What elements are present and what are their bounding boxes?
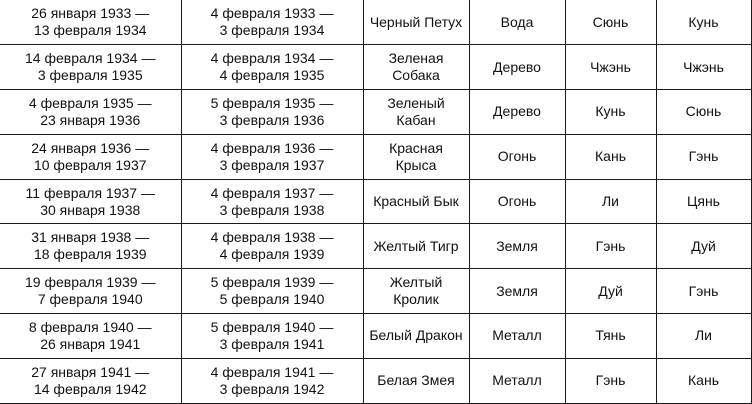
range-start: 4 февраля 1936 — xyxy=(210,139,334,156)
trigram-stem-cell: Гэнь xyxy=(565,224,656,269)
trigram-branch-cell: Кунь xyxy=(656,0,751,45)
element-cell: Дерево xyxy=(469,90,565,135)
range-end: 3 февраля 1942 xyxy=(219,380,325,397)
animal-sign-cell: Красный Бык xyxy=(363,179,469,224)
lunar-year-range-cell xyxy=(0,269,181,314)
table-row xyxy=(0,314,751,359)
range-start: 24 января 1936 — xyxy=(31,139,150,156)
table-row xyxy=(0,269,751,314)
range-end: 10 февраля 1937 xyxy=(33,156,147,173)
animal-sign-cell: Белая Змея xyxy=(363,358,469,403)
trigram-stem-cell: Ли xyxy=(565,179,656,224)
range-end: 4 февраля 1935 xyxy=(219,67,325,84)
range-end: 4 февраля 1939 xyxy=(219,246,325,263)
element-cell: Земля xyxy=(469,269,565,314)
trigram-stem-cell: Тянь xyxy=(565,314,656,359)
element-cell: Дерево xyxy=(469,45,565,90)
range-end: 23 января 1936 xyxy=(40,111,141,128)
range-start: 14 февраля 1934 — xyxy=(25,50,156,67)
range-end: 3 февраля 1938 xyxy=(219,201,325,218)
trigram-branch-cell: Гэнь xyxy=(656,134,751,179)
animal-sign-cell: Желтый Тигр xyxy=(363,224,469,269)
element-cell: Металл xyxy=(469,358,565,403)
range-start: 4 февраля 1935 — xyxy=(28,94,152,111)
range-start: 5 февраля 1939 — xyxy=(210,274,334,291)
solar-year-range-cell xyxy=(181,0,363,45)
range-end: 3 февраля 1941 xyxy=(219,335,325,352)
table-row xyxy=(0,90,751,135)
range-end: 18 февраля 1939 xyxy=(33,246,147,263)
lunar-year-range-cell xyxy=(0,224,181,269)
animal-sign-cell: Черный Петух xyxy=(363,0,469,45)
table-row xyxy=(0,358,751,403)
solar-year-range-cell xyxy=(181,358,363,403)
range-start: 5 февраля 1935 — xyxy=(210,94,334,111)
trigram-stem-cell: Кань xyxy=(565,134,656,179)
trigram-branch-cell: Дуй xyxy=(656,224,751,269)
range-start: 19 февраля 1939 — xyxy=(25,274,156,291)
animal-sign-cell: Желтый Кролик xyxy=(363,269,469,314)
range-end: 5 февраля 1940 xyxy=(219,291,325,308)
range-start: 4 февраля 1938 — xyxy=(210,229,334,246)
element-cell: Вода xyxy=(469,0,565,45)
lunar-year-range-cell xyxy=(0,90,181,135)
element-cell: Огонь xyxy=(469,179,565,224)
trigram-stem-cell: Сюнь xyxy=(565,0,656,45)
range-end: 14 февраля 1942 xyxy=(33,380,147,397)
trigram-branch-cell: Ли xyxy=(656,314,751,359)
range-start: 4 февраля 1937 — xyxy=(210,184,334,201)
element-cell: Огонь xyxy=(469,134,565,179)
solar-year-range-cell xyxy=(181,45,363,90)
solar-year-range-cell xyxy=(181,179,363,224)
solar-year-range-cell xyxy=(181,314,363,359)
animal-sign-cell: Белый Дракон xyxy=(363,314,469,359)
range-start: 31 января 1938 — xyxy=(31,229,150,246)
range-start: 27 января 1941 — xyxy=(31,363,150,380)
lunar-year-range-cell xyxy=(0,179,181,224)
solar-year-range-cell xyxy=(181,134,363,179)
solar-year-range-cell xyxy=(181,269,363,314)
trigram-stem-cell: Чжэнь xyxy=(565,45,656,90)
table-row xyxy=(0,224,751,269)
range-start: 8 февраля 1940 — xyxy=(28,318,152,335)
animal-sign-cell: Красная Крыса xyxy=(363,134,469,179)
lunar-year-range-cell xyxy=(0,0,181,45)
range-end: 3 февраля 1937 xyxy=(219,156,325,173)
animal-sign-cell: Зеленый Кабан xyxy=(363,90,469,135)
range-start: 4 февраля 1934 — xyxy=(210,50,334,67)
solar-year-range-cell xyxy=(181,90,363,135)
lunar-year-range-cell xyxy=(0,45,181,90)
trigram-stem-cell: Гэнь xyxy=(565,358,656,403)
range-end: 26 января 1941 xyxy=(40,335,141,352)
range-end: 3 февраля 1934 xyxy=(219,22,325,39)
range-start: 11 февраля 1937 — xyxy=(25,184,155,201)
range-start: 4 февраля 1941 — xyxy=(210,363,334,380)
range-end: 13 февраля 1934 xyxy=(33,22,147,39)
table-row xyxy=(0,0,751,45)
element-cell: Металл xyxy=(469,314,565,359)
range-end: 30 января 1938 xyxy=(40,201,141,218)
table-row xyxy=(0,134,751,179)
trigram-branch-cell: Гэнь xyxy=(656,269,751,314)
table-row xyxy=(0,179,751,224)
table-row xyxy=(0,45,751,90)
lunar-year-range-cell xyxy=(0,134,181,179)
range-end: 3 февраля 1935 xyxy=(37,67,143,84)
trigram-branch-cell: Сюнь xyxy=(656,90,751,135)
element-cell: Земля xyxy=(469,224,565,269)
animal-sign-cell: Зеленая Собака xyxy=(363,45,469,90)
trigram-branch-cell: Цянь xyxy=(656,179,751,224)
solar-year-range-cell xyxy=(181,224,363,269)
trigram-branch-cell: Чжэнь xyxy=(656,45,751,90)
range-start: 5 февраля 1940 — xyxy=(210,318,334,335)
trigram-stem-cell: Кунь xyxy=(565,90,656,135)
trigram-branch-cell: Кань xyxy=(656,358,751,403)
range-end: 7 февраля 1940 xyxy=(37,291,143,308)
trigram-stem-cell: Дуй xyxy=(565,269,656,314)
lunar-year-range-cell xyxy=(0,358,181,403)
range-end: 3 февраля 1936 xyxy=(219,111,325,128)
lunar-year-range-cell xyxy=(0,314,181,359)
range-start: 4 февраля 1933 — xyxy=(210,5,334,22)
range-start: 26 января 1933 — xyxy=(31,5,150,22)
